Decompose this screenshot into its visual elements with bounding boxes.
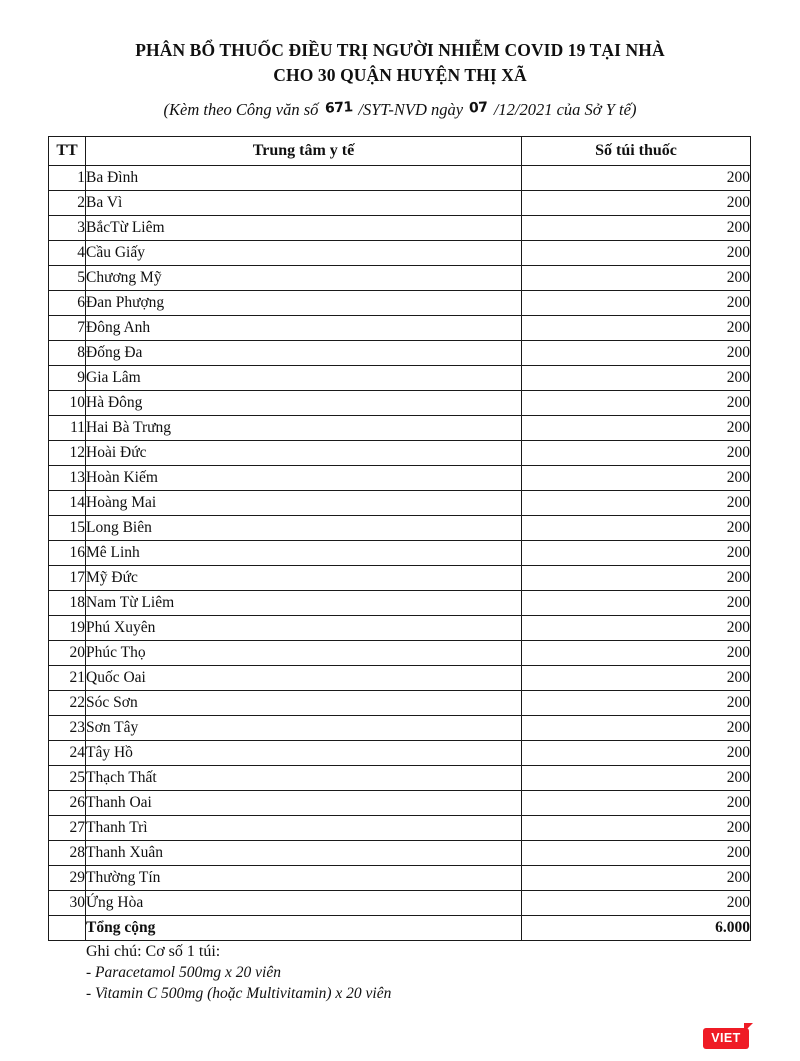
table-row: [49, 166, 751, 191]
table-row: [49, 291, 751, 316]
row-name-cell: Tây Hồ: [86, 741, 522, 766]
row-index-cell: 10: [49, 391, 86, 416]
table-row: [49, 841, 751, 866]
table-header-row: [49, 137, 751, 166]
subtitle-middle: /SYT-NVD ngày: [358, 100, 464, 119]
table-row: [49, 316, 751, 341]
row-name-cell: Đống Đa: [86, 341, 522, 366]
row-value-cell: 200: [522, 766, 751, 791]
row-value-cell: 200: [522, 791, 751, 816]
row-value-cell: 200: [522, 566, 751, 591]
row-name-cell: Thanh Xuân: [86, 841, 522, 866]
row-index-cell: 7: [49, 316, 86, 341]
table-row: [49, 791, 751, 816]
subtitle-suffix: /12/2021 của Sở Y tế): [493, 100, 637, 119]
subtitle-prefix: (Kèm theo Công văn số: [163, 100, 319, 119]
row-value-cell: 200: [522, 216, 751, 241]
table-row: [49, 591, 751, 616]
row-name-cell: Sơn Tây: [86, 716, 522, 741]
row-name-cell: Đan Phượng: [86, 291, 522, 316]
distribution-table: [48, 136, 751, 941]
table-row: [49, 466, 751, 491]
row-name-cell: Hoài Đức: [86, 441, 522, 466]
row-name-cell: Hai Bà Trưng: [86, 416, 522, 441]
row-value-cell: 200: [522, 716, 751, 741]
row-index-cell: 14: [49, 491, 86, 516]
row-index-cell: 11: [49, 416, 86, 441]
row-index-cell: 27: [49, 816, 86, 841]
document-subtitle: [0, 97, 800, 121]
logo-badge: [703, 1028, 749, 1049]
table-row: [49, 691, 751, 716]
row-name-cell: Mê Linh: [86, 541, 522, 566]
page-title-line-1: PHÂN BỔ THUỐC ĐIỀU TRỊ NGƯỜI NHIỄM COVID 19 TẠI NHÀ: [135, 40, 665, 60]
row-name-cell: Cầu Giấy: [86, 241, 522, 266]
table-row: [49, 491, 751, 516]
row-index-cell: 13: [49, 466, 86, 491]
row-index-cell: 15: [49, 516, 86, 541]
row-index-cell: 2: [49, 191, 86, 216]
row-name-cell: Thanh Trì: [86, 816, 522, 841]
table-header: [49, 137, 751, 166]
row-name-cell: Phúc Thọ: [86, 641, 522, 666]
notes-item-list: [86, 962, 706, 1004]
table-total-row: [49, 916, 751, 941]
row-name-cell: Hoàn Kiếm: [86, 466, 522, 491]
table-row: [49, 716, 751, 741]
page-title-line-2: CHO 30 QUẬN HUYỆN THỊ XÃ: [273, 65, 527, 85]
row-index-cell: 21: [49, 666, 86, 691]
row-index-cell: 8: [49, 341, 86, 366]
table-body: [49, 166, 751, 916]
row-value-cell: 200: [522, 666, 751, 691]
row-value-cell: 200: [522, 416, 751, 441]
table-row: [49, 441, 751, 466]
row-value-cell: 200: [522, 816, 751, 841]
column-header-value: Số túi thuốc: [522, 137, 751, 166]
total-index-cell: [49, 916, 86, 941]
row-value-cell: 200: [522, 241, 751, 266]
row-index-cell: 25: [49, 766, 86, 791]
viet-watermark-logo: [703, 1023, 759, 1049]
table-footer: [49, 916, 751, 941]
row-value-cell: 200: [522, 541, 751, 566]
table-row: [49, 616, 751, 641]
row-name-cell: Hoàng Mai: [86, 491, 522, 516]
row-value-cell: 200: [522, 366, 751, 391]
row-value-cell: 200: [522, 741, 751, 766]
total-value-cell: 6.000: [522, 916, 751, 941]
row-name-cell: Sóc Sơn: [86, 691, 522, 716]
row-index-cell: 16: [49, 541, 86, 566]
row-value-cell: 200: [522, 166, 751, 191]
row-index-cell: 4: [49, 241, 86, 266]
table-row: [49, 741, 751, 766]
notes-item: - Vitamin C 500mg (hoặc Multivitamin) x 20 viên: [86, 985, 392, 1002]
row-index-cell: 1: [49, 166, 86, 191]
row-value-cell: 200: [522, 391, 751, 416]
table-row: [49, 541, 751, 566]
handwritten-document-number: 671: [324, 99, 353, 117]
row-index-cell: 19: [49, 616, 86, 641]
row-index-cell: 9: [49, 366, 86, 391]
row-value-cell: 200: [522, 191, 751, 216]
row-name-cell: Nam Từ Liêm: [86, 591, 522, 616]
logo-text: VIET: [711, 1031, 741, 1046]
table-row: [49, 266, 751, 291]
row-index-cell: 30: [49, 891, 86, 916]
handwritten-day: 07: [468, 99, 489, 117]
row-value-cell: 200: [522, 891, 751, 916]
row-name-cell: Long Biên: [86, 516, 522, 541]
row-index-cell: 3: [49, 216, 86, 241]
table-row: [49, 891, 751, 916]
table-row: [49, 366, 751, 391]
row-name-cell: Ứng Hòa: [86, 891, 522, 916]
row-index-cell: 5: [49, 266, 86, 291]
table-row: [49, 241, 751, 266]
row-name-cell: Ba Đình: [86, 166, 522, 191]
row-name-cell: Phú Xuyên: [86, 616, 522, 641]
table-row: [49, 766, 751, 791]
row-value-cell: 200: [522, 491, 751, 516]
row-index-cell: 22: [49, 691, 86, 716]
row-index-cell: 6: [49, 291, 86, 316]
row-value-cell: 200: [522, 441, 751, 466]
row-name-cell: Đông Anh: [86, 316, 522, 341]
row-index-cell: 24: [49, 741, 86, 766]
row-value-cell: 200: [522, 841, 751, 866]
row-name-cell: Quốc Oai: [86, 666, 522, 691]
notes-item: - Paracetamol 500mg x 20 viên: [86, 964, 281, 981]
table-row: [49, 566, 751, 591]
row-value-cell: 200: [522, 341, 751, 366]
row-name-cell: BắcTừ Liêm: [86, 216, 522, 241]
row-name-cell: Ba Vì: [86, 191, 522, 216]
table-row: [49, 416, 751, 441]
row-name-cell: Chương Mỹ: [86, 266, 522, 291]
table-row: [49, 391, 751, 416]
column-header-name: Trung tâm y tế: [86, 137, 522, 166]
row-name-cell: Thanh Oai: [86, 791, 522, 816]
row-value-cell: 200: [522, 316, 751, 341]
row-index-cell: 26: [49, 791, 86, 816]
row-name-cell: Mỹ Đức: [86, 566, 522, 591]
notes-block: [86, 941, 706, 1004]
row-value-cell: 200: [522, 591, 751, 616]
row-value-cell: 200: [522, 641, 751, 666]
row-index-cell: 18: [49, 591, 86, 616]
column-header-index: TT: [49, 137, 86, 166]
row-name-cell: Thường Tín: [86, 866, 522, 891]
row-index-cell: 20: [49, 641, 86, 666]
table-row: [49, 191, 751, 216]
table-row: [49, 816, 751, 841]
table-row: [49, 216, 751, 241]
row-index-cell: 23: [49, 716, 86, 741]
row-name-cell: Hà Đông: [86, 391, 522, 416]
row-value-cell: 200: [522, 266, 751, 291]
row-value-cell: 200: [522, 466, 751, 491]
row-value-cell: 200: [522, 866, 751, 891]
row-index-cell: 17: [49, 566, 86, 591]
table-row: [49, 641, 751, 666]
row-value-cell: 200: [522, 516, 751, 541]
total-label-cell: Tổng cộng: [86, 916, 522, 941]
row-name-cell: Gia Lâm: [86, 366, 522, 391]
table-row: [49, 866, 751, 891]
row-name-cell: Thạch Thất: [86, 766, 522, 791]
table-row: [49, 666, 751, 691]
document-title-block: [0, 38, 800, 121]
row-value-cell: 200: [522, 616, 751, 641]
row-value-cell: 200: [522, 291, 751, 316]
row-index-cell: 29: [49, 866, 86, 891]
row-value-cell: 200: [522, 691, 751, 716]
row-index-cell: 28: [49, 841, 86, 866]
table-row: [49, 516, 751, 541]
table-row: [49, 341, 751, 366]
row-index-cell: 12: [49, 441, 86, 466]
notes-heading: Ghi chú: Cơ số 1 túi:: [86, 943, 221, 960]
